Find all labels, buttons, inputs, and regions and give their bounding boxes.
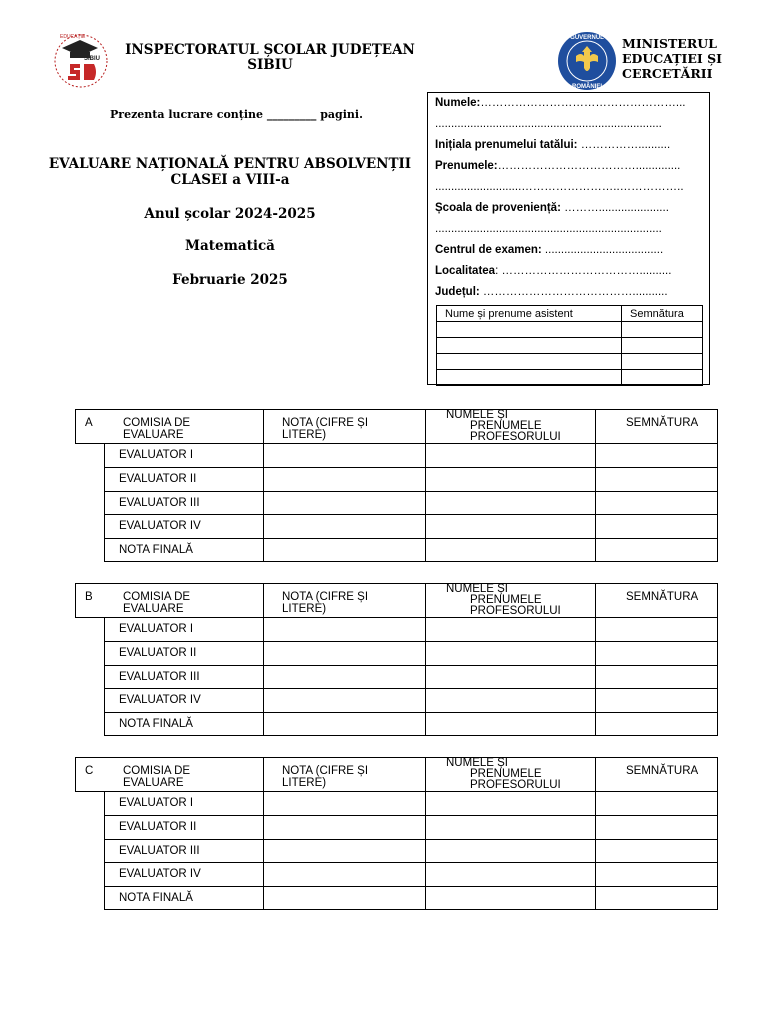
header-signature: SEMNĂTURA [626, 591, 699, 603]
evaluator-row-label: EVALUATOR II [119, 472, 197, 485]
identity-row[interactable]: Județul: …………………………………........... [435, 286, 668, 298]
pages-count-note: Prezenta lucrare conține _________ pagini. [110, 108, 363, 121]
assistant-signature-cell[interactable] [622, 370, 703, 386]
teacher-name-cell[interactable] [427, 469, 593, 489]
evaluator-row-label: EVALUATOR IV [119, 868, 201, 881]
teacher-name-cell[interactable] [427, 516, 593, 536]
teacher-name-cell[interactable] [427, 643, 593, 663]
header-teacher-line-1: NUMELE ȘI [446, 583, 508, 595]
grade-cell[interactable] [265, 469, 423, 489]
signature-cell[interactable] [597, 841, 716, 861]
signature-cell[interactable] [597, 817, 716, 837]
identity-row[interactable]: Inițiala prenumelui tatălui: …………….......... [435, 139, 671, 151]
table-letter: B [85, 591, 93, 603]
header-teacher-line-3: PROFESORULUI [470, 779, 561, 791]
header-grade-line-2: LITERE) [282, 429, 327, 441]
identity-row[interactable]: Centrul de examen: ..................................... [435, 244, 664, 256]
signature-cell[interactable] [597, 864, 716, 884]
signature-cell[interactable] [597, 690, 716, 710]
romanian-government-logo [556, 30, 618, 92]
grade-cell[interactable] [265, 619, 423, 639]
assistant-signature-cell[interactable] [622, 338, 703, 354]
assistant-name-cell[interactable] [437, 354, 622, 370]
header-grade-line-1: NOTA (CIFRE ȘI [282, 765, 369, 777]
evaluator-row-label: NOTA FINALĂ [119, 892, 193, 905]
teacher-name-cell[interactable] [427, 540, 593, 560]
signature-cell[interactable] [597, 540, 716, 560]
teacher-name-cell[interactable] [427, 619, 593, 639]
grade-cell[interactable] [265, 817, 423, 837]
grade-cell[interactable] [265, 667, 423, 687]
header-grade-line-2: LITERE) [282, 603, 327, 615]
signature-cell[interactable] [597, 643, 716, 663]
assistant-name-header: Nume și prenume asistent [437, 306, 622, 322]
exam-title-block [40, 156, 420, 288]
header-signature: SEMNĂTURA [626, 765, 699, 777]
assistant-name-cell[interactable] [437, 370, 622, 386]
grade-cell[interactable] [265, 793, 423, 813]
teacher-name-cell[interactable] [427, 888, 593, 908]
header-teacher-line-2: PRENUMELE [470, 768, 542, 780]
grade-cell[interactable] [265, 888, 423, 908]
teacher-name-cell[interactable] [427, 817, 593, 837]
exam-subject: Matematică [185, 238, 275, 254]
grade-cell[interactable] [265, 445, 423, 465]
teacher-name-cell[interactable] [427, 793, 593, 813]
teacher-name-cell[interactable] [427, 714, 593, 734]
inspectorate-title [120, 43, 420, 73]
assistant-name-cell[interactable] [437, 338, 622, 354]
grade-cell[interactable] [265, 690, 423, 710]
header-signature: SEMNĂTURA [626, 417, 699, 429]
row-divider [104, 491, 718, 492]
identity-row[interactable]: ....................................................................... [435, 118, 662, 130]
ministry-line-2: EDUCAȚIEI ȘI [622, 51, 722, 66]
teacher-name-cell[interactable] [427, 864, 593, 884]
teacher-name-cell[interactable] [427, 841, 593, 861]
table-letter: C [85, 765, 94, 777]
header-teacher-line-3: PROFESORULUI [470, 605, 561, 617]
header-grade-line-1: NOTA (CIFRE ȘI [282, 417, 369, 429]
evaluator-row-label: EVALUATOR III [119, 496, 200, 509]
signature-cell[interactable] [597, 667, 716, 687]
header-teacher-line-1: NUMELE ȘI [446, 409, 508, 421]
candidate-identity-box [427, 92, 710, 385]
assistant-name-cell[interactable] [437, 322, 622, 338]
exam-title-line-2: CLASEI a VIII-a [170, 172, 290, 188]
header-teacher-line-1: NUMELE ȘI [446, 757, 508, 769]
isj-sibiu-logo [46, 30, 116, 92]
grade-cell[interactable] [265, 643, 423, 663]
teacher-name-cell[interactable] [427, 690, 593, 710]
signature-cell[interactable] [597, 619, 716, 639]
evaluator-row-label: NOTA FINALĂ [119, 718, 193, 731]
identity-row[interactable]: Localitatea: ……………………………….......... [435, 265, 672, 277]
teacher-name-cell[interactable] [427, 493, 593, 513]
header-commission-line-1: COMISIA DE [123, 765, 191, 777]
identity-row[interactable]: Numele:……………………………………………... [435, 97, 686, 109]
isj-logo-ring-text: EDUCAȚIE [60, 34, 86, 40]
evaluator-row-label: EVALUATOR III [119, 844, 200, 857]
row-divider [104, 886, 718, 887]
header-commission-line-2: EVALUARE [123, 429, 184, 441]
exam-session: Februarie 2025 [172, 272, 288, 288]
evaluator-row-label: EVALUATOR I [119, 622, 194, 635]
header-commission-line-2: EVALUARE [123, 603, 184, 615]
row-divider [104, 815, 718, 816]
signature-cell[interactable] [597, 888, 716, 908]
row-divider [104, 514, 718, 515]
header-commission-line-1: COMISIA DE [123, 417, 191, 429]
signature-cell[interactable] [597, 445, 716, 465]
evaluator-row-label: EVALUATOR III [119, 670, 200, 683]
header-teacher-line-3: PROFESORULUI [470, 431, 561, 443]
header-teacher-line-2: PRENUMELE [470, 420, 542, 432]
evaluation-table-c [75, 757, 718, 910]
row-divider [104, 839, 718, 840]
identity-row[interactable]: ...........................……………………..…………….. [435, 181, 684, 193]
inspectorate-name: INSPECTORATUL ȘCOLAR JUDEȚEAN [125, 42, 415, 58]
assistant-signature-cell[interactable] [622, 354, 703, 370]
assistant-table [436, 305, 703, 386]
assistant-signature-cell[interactable] [622, 322, 703, 338]
header-teacher-line-2: PRENUMELE [470, 594, 542, 606]
evaluator-row-label: EVALUATOR IV [119, 694, 201, 707]
row-divider [104, 538, 718, 539]
identity-row[interactable]: Prenumele:……………………………….............. [435, 160, 681, 172]
signature-cell[interactable] [597, 793, 716, 813]
inspectorate-city: SIBIU [247, 57, 293, 73]
teacher-name-cell[interactable] [427, 667, 593, 687]
school-year: Anul școlar 2024-2025 [144, 206, 316, 222]
grade-cell[interactable] [265, 516, 423, 536]
row-divider [104, 467, 718, 468]
identity-row[interactable]: Școala de proveniență: ………...................... [435, 202, 669, 214]
row-divider [104, 862, 718, 863]
header-grade-line-2: LITERE) [282, 777, 327, 789]
grade-cell[interactable] [265, 864, 423, 884]
ministry-line-1: MINISTERUL [622, 36, 717, 51]
evaluator-row-label: EVALUATOR I [119, 796, 194, 809]
evaluation-table-a [75, 409, 718, 562]
ministry-line-3: CERCETĂRII [622, 66, 713, 81]
grade-cell[interactable] [265, 841, 423, 861]
evaluation-table-b [75, 583, 718, 736]
assistant-signature-header: Semnătura [622, 306, 703, 322]
row-divider [104, 665, 718, 666]
signature-cell[interactable] [597, 493, 716, 513]
teacher-name-cell[interactable] [427, 445, 593, 465]
header-commission-line-2: EVALUARE [123, 777, 184, 789]
row-divider [104, 641, 718, 642]
isj-logo-badge-text: SIBIU [84, 56, 101, 62]
identity-row[interactable]: ....................................................................... [435, 223, 662, 235]
grade-cell[interactable] [265, 493, 423, 513]
header-commission-line-1: COMISIA DE [123, 591, 191, 603]
row-divider [104, 688, 718, 689]
grade-cell[interactable] [265, 540, 423, 560]
evaluator-row-label: EVALUATOR II [119, 820, 197, 833]
table-letter: A [85, 417, 93, 429]
gov-logo-bottom-text: ROMÂNIEI [572, 84, 602, 90]
ministry-title [622, 36, 762, 81]
evaluator-row-label: NOTA FINALĂ [119, 544, 193, 557]
evaluator-row-label: EVALUATOR I [119, 448, 194, 461]
row-divider [104, 712, 718, 713]
signature-cell[interactable] [597, 516, 716, 536]
evaluator-row-label: EVALUATOR II [119, 646, 197, 659]
grade-cell[interactable] [265, 714, 423, 734]
evaluator-row-label: EVALUATOR IV [119, 520, 201, 533]
gov-logo-top-text: GUVERNUL [570, 35, 604, 41]
header-grade-line-1: NOTA (CIFRE ȘI [282, 591, 369, 603]
exam-title-line-1: EVALUARE NAȚIONALĂ PENTRU ABSOLVENȚII [48, 156, 412, 172]
signature-cell[interactable] [597, 469, 716, 489]
signature-cell[interactable] [597, 714, 716, 734]
